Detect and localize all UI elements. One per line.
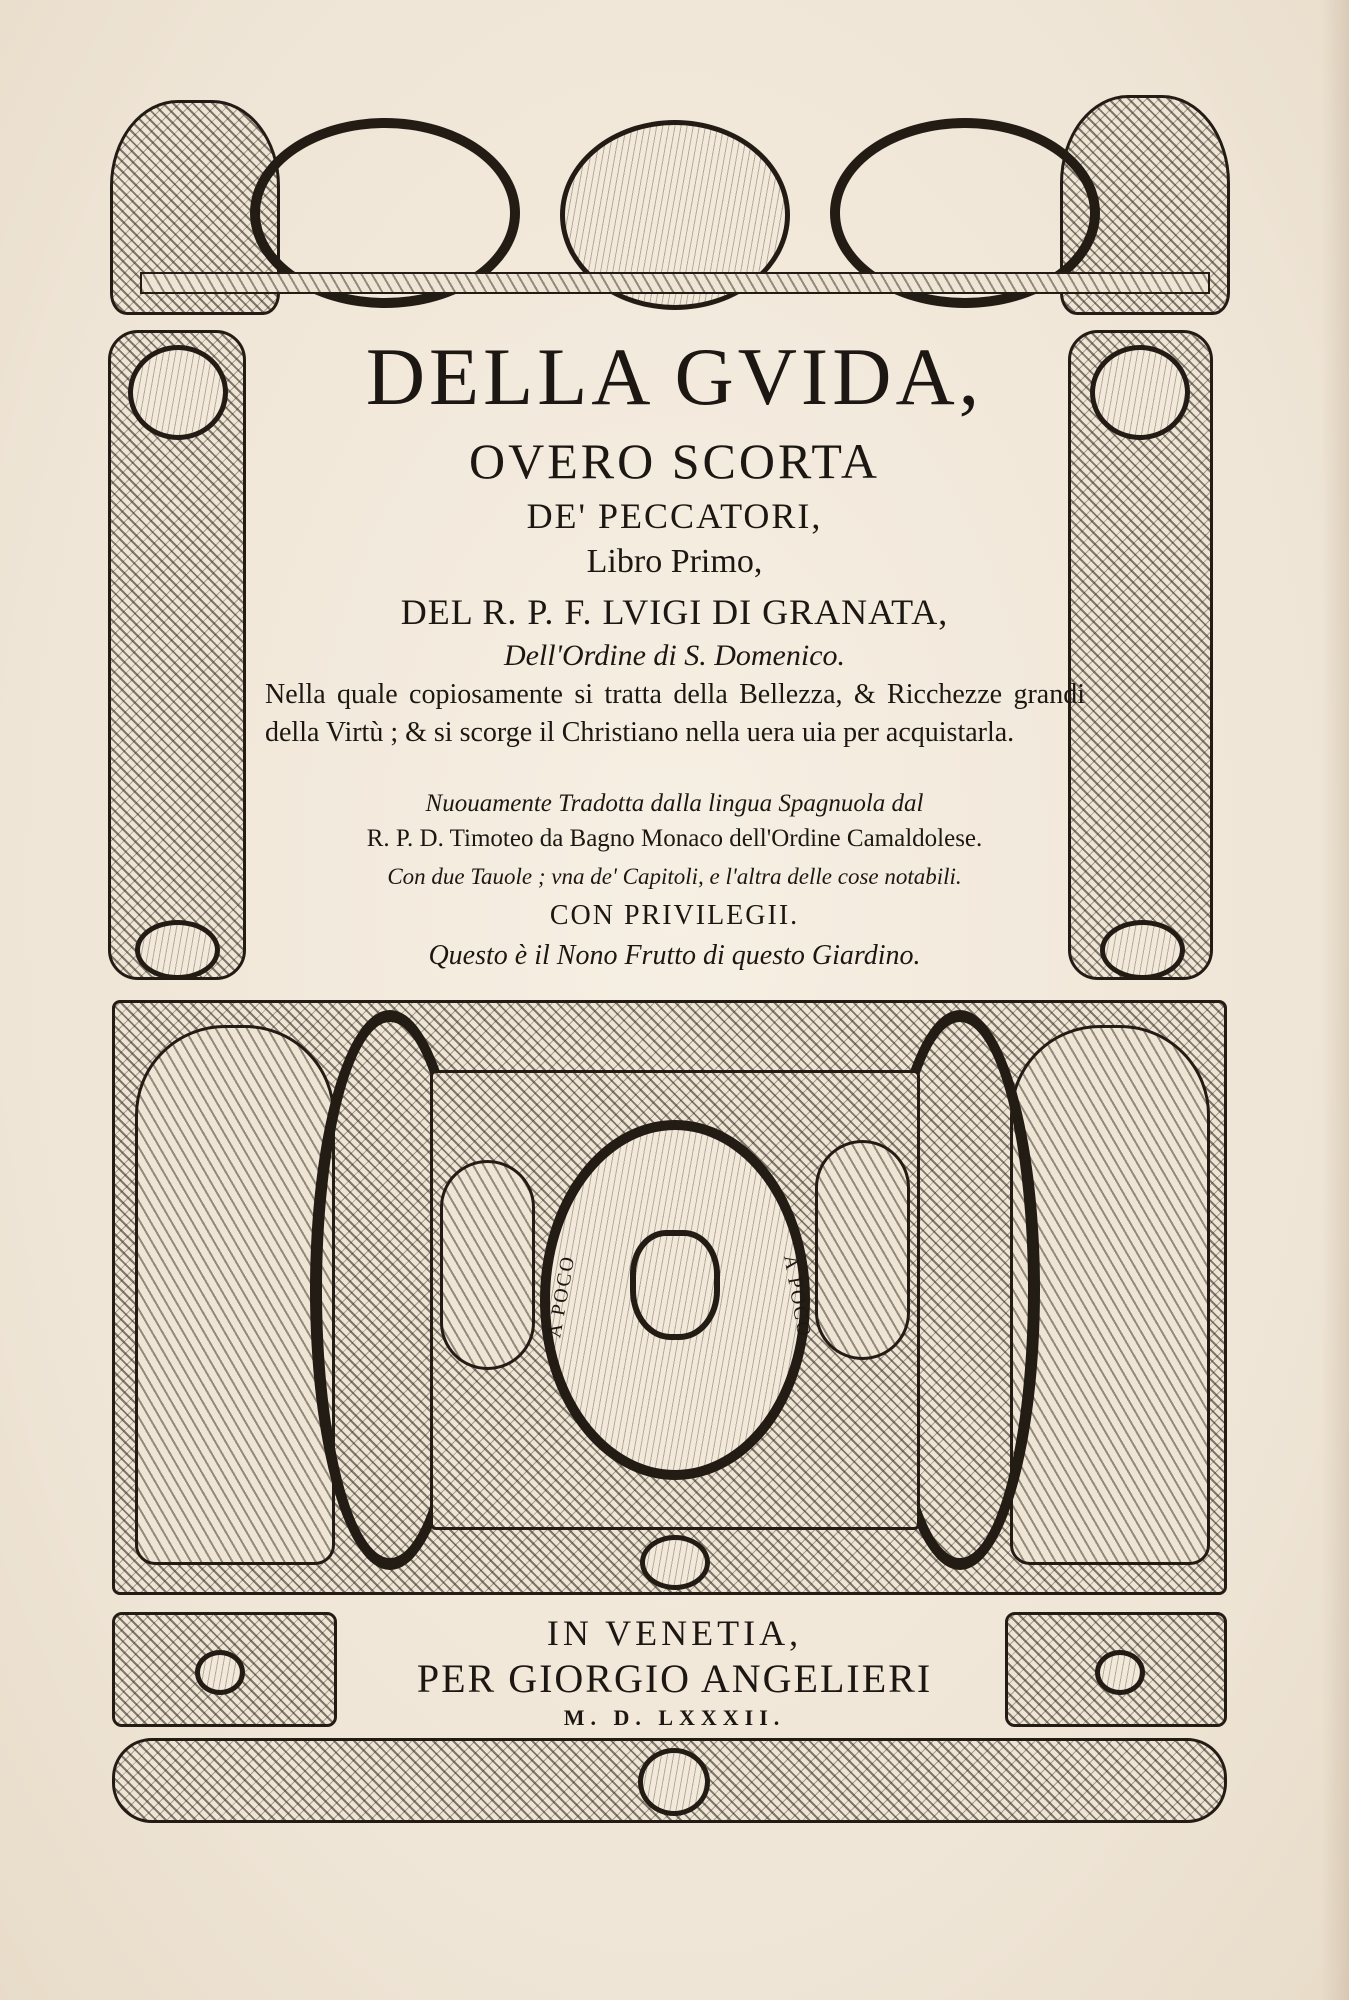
translation-line-1: Nuouamente Tradotta dalla lingua Spagnuola dal bbox=[425, 790, 924, 817]
emblem-urn-icon bbox=[630, 1230, 720, 1340]
tables-note: Con due Tauole ; vna de' Capitoli, e l'altra delle cose notabili. bbox=[387, 864, 962, 889]
book-volume: Libro Primo, bbox=[586, 543, 763, 580]
imprint-place: IN VENETIA, bbox=[546, 1613, 803, 1653]
emblem-motto-right: A POCO bbox=[779, 1253, 816, 1340]
emblem-motto-left: A POCO bbox=[543, 1253, 580, 1340]
book-subtitle: OVERO SCORTA bbox=[469, 433, 880, 489]
privilege-line: CON PRIVILEGII. bbox=[549, 900, 800, 931]
religious-order-line: Dell'Ordine di S. Domenico. bbox=[503, 639, 846, 672]
bottom-cherub-head-ornament bbox=[640, 1535, 710, 1590]
book-title: DELLA GVIDA, bbox=[365, 331, 984, 422]
translation-line-2: R. P. D. Timoteo da Bagno Monaco dell'Ordine Camaldolese. bbox=[366, 825, 983, 852]
imprint-year: M. D. LXXXII. bbox=[563, 1705, 786, 1730]
right-putto-figure bbox=[815, 1140, 910, 1360]
imprint-printer: PER GIORGIO ANGELIERI bbox=[416, 1656, 933, 1701]
author-line: DEL R. P. F. LVIGI DI GRANATA, bbox=[400, 592, 949, 632]
top-band-base bbox=[140, 272, 1210, 294]
book-subtitle-continued: DE' PECCATORI, bbox=[526, 496, 823, 536]
left-cherub-figure bbox=[135, 1025, 335, 1565]
left-cartouche-rosette-icon bbox=[195, 1650, 245, 1695]
left-putto-figure bbox=[440, 1160, 535, 1370]
description-paragraph: Nella quale copiosamente si tratta della Bellezza, & Ricchezze grandi della Virtù ; & si scorge il Christiano nella uera uia per acquistarla. bbox=[265, 679, 1085, 748]
series-note: Questo è il Nono Frutto di questo Giardino. bbox=[428, 940, 921, 971]
right-cherub-figure bbox=[1010, 1025, 1210, 1565]
right-cartouche-rosette-icon bbox=[1095, 1650, 1145, 1695]
bottom-band-mask-ornament bbox=[638, 1748, 710, 1816]
